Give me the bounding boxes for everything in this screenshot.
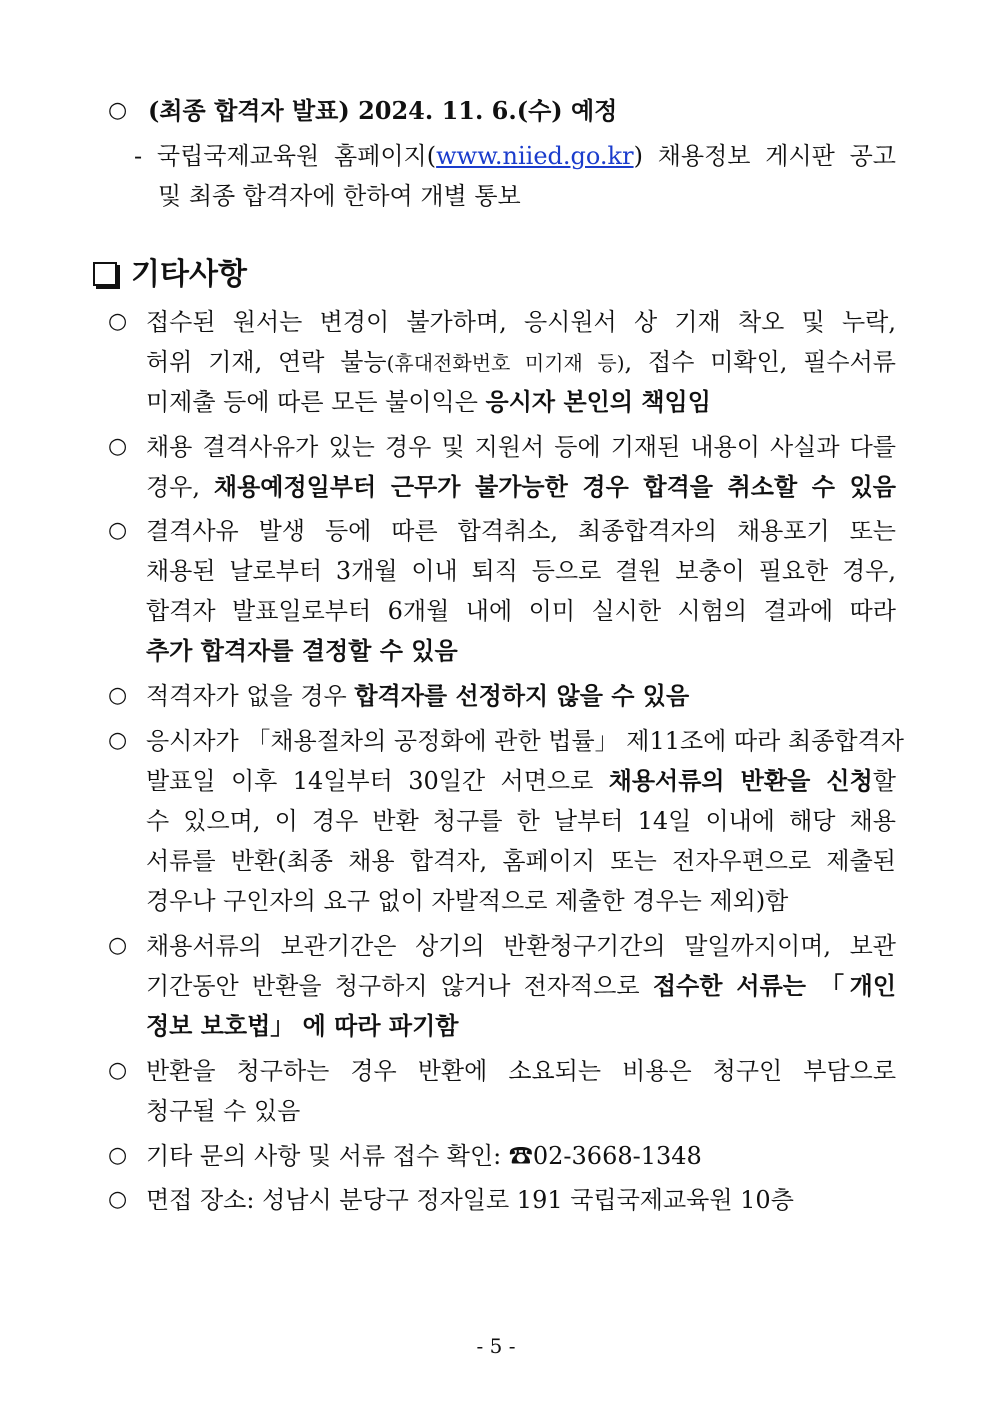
item-5-line-2: [146, 765, 896, 797]
item-2-text: 경우,: [146, 473, 214, 501]
item-6-emphasis-2: 정보 보호법」 에 따라 파기함: [146, 1011, 459, 1040]
checkbox-square-icon: [93, 262, 117, 286]
bullet-icon: ○: [108, 933, 128, 958]
section-heading: [93, 255, 247, 295]
item-7-line-1: 반환을 청구하는 경우 반환에 소요되는 비용은 청구인 부담으로: [146, 1057, 896, 1085]
item-3-line-2: 채용된 날로부터 3개월 이내 퇴직 등으로 결원 보충이 필요한 경우,: [146, 557, 896, 585]
item-5-line-5: 경우나 구인자의 요구 없이 자발적으로 제출한 경우는 제외)함: [146, 887, 789, 915]
homepage-link[interactable]: www.niied.go.kr: [436, 142, 634, 170]
item-2-emphasis: 채용예정일부터 근무가 불가능한 경우 합격을 취소할 수 있음: [213, 472, 896, 501]
item-4-text: 적격자가 없을 경우: [146, 682, 355, 710]
bullet-icon: ○: [108, 98, 128, 123]
item-5-line-1: 응시자가 「채용절차의 공정화에 관한 법률」 제11조에 따라 최종합격자: [146, 727, 904, 755]
item-1-text-cont: , 접수 미확인, 필수서류: [624, 348, 896, 376]
bullet-icon: ○: [108, 1058, 128, 1083]
item-3-line-1: 결격사유 발생 등에 따른 합격취소, 최종합격자의 채용포기 또는: [146, 517, 896, 545]
item-1-emphasis: 응시자 본인의 책임임: [485, 387, 711, 416]
item-5-line-4: 서류를 반환(최종 채용 합격자, 홈페이지 또는 전자우편으로 제출된: [146, 847, 896, 875]
contact-label: 기타 문의 사항 및 서류 접수 확인:: [146, 1142, 509, 1170]
item-6-text: 기간동안 반환을 청구하지 않거나 전자적으로: [146, 972, 653, 1000]
item-9-line-1: 면접 장소: 성남시 분당구 정자일로 191 국립국제교육원 10층: [146, 1186, 794, 1214]
bullet-icon: ○: [108, 309, 128, 334]
item-5-text-cont: 할: [872, 767, 896, 795]
item-3-line-3: 합격자 발표일로부터 6개월 내에 이미 실시한 시험의 결과에 따라: [146, 597, 896, 625]
phone-icon: ☎: [508, 1142, 533, 1170]
final-announcement-line: (최종 합격자 발표) 2024. 11. 6.(수) 예정: [148, 96, 618, 125]
item-1-text-3: 미제출 등에 따른 모든 불이익은: [146, 388, 486, 416]
item-2-line-1: 채용 결격사유가 있는 경우 및 지원서 등에 기재된 내용이 사실과 다를: [146, 433, 896, 461]
item-1-line-1: 접수된 원서는 변경이 불가하며, 응시원서 상 기재 착오 및 누락,: [146, 308, 896, 336]
section-title: 기타사항: [131, 257, 247, 292]
announcement-sub-line: [134, 140, 896, 172]
item-1-line-2: [146, 346, 896, 379]
item-6-line-1: 채용서류의 보관기간은 상기의 반환청구기간의 말일까지이며, 보관: [146, 932, 896, 960]
phone-number[interactable]: 02-3668-1348: [532, 1142, 702, 1170]
bullet-icon: ○: [108, 1187, 128, 1212]
bullet-icon: ○: [108, 683, 128, 708]
item-5-emphasis: 채용서류의 반환을 신청: [608, 766, 873, 795]
item-6-emphasis: 접수한 서류는 「개인: [652, 971, 896, 1000]
bullet-icon: ○: [108, 728, 128, 753]
item-2-line-2: [146, 471, 896, 503]
item-8-line-1: [146, 1140, 702, 1172]
item-7-line-2: 청구될 수 있음: [146, 1097, 301, 1125]
announcement-sub-line-2: 및 최종 합격자에 한하여 개별 통보: [158, 182, 521, 210]
item-4-line-1: [146, 680, 689, 712]
item-1-line-3: [146, 386, 711, 418]
bullet-icon: ○: [108, 434, 128, 459]
item-4-emphasis: 합격자를 선정하지 않을 수 있음: [354, 681, 690, 710]
item-6-line-2: [146, 970, 896, 1002]
item-3-emphasis: 추가 합격자를 결정할 수 있음: [146, 636, 458, 665]
page-number: - 5 -: [476, 1334, 516, 1358]
item-5-line-3: 수 있으며, 이 경우 반환 청구를 한 날부터 14일 이내에 해당 채용: [146, 807, 896, 835]
sub-text-post: ) 채용정보 게시판 공고: [633, 142, 896, 170]
item-1-text: 허위 기재, 연락 불능: [146, 348, 387, 376]
sub-text-pre: - 국립국제교육원 홈페이지(: [134, 142, 437, 170]
item-5-text: 발표일 이후 14일부터 30일간 서면으로: [146, 767, 609, 795]
item-1-note: (휴대전화번호 미기재 등): [386, 351, 625, 375]
bullet-icon: ○: [108, 518, 128, 543]
bullet-icon: ○: [108, 1143, 128, 1168]
